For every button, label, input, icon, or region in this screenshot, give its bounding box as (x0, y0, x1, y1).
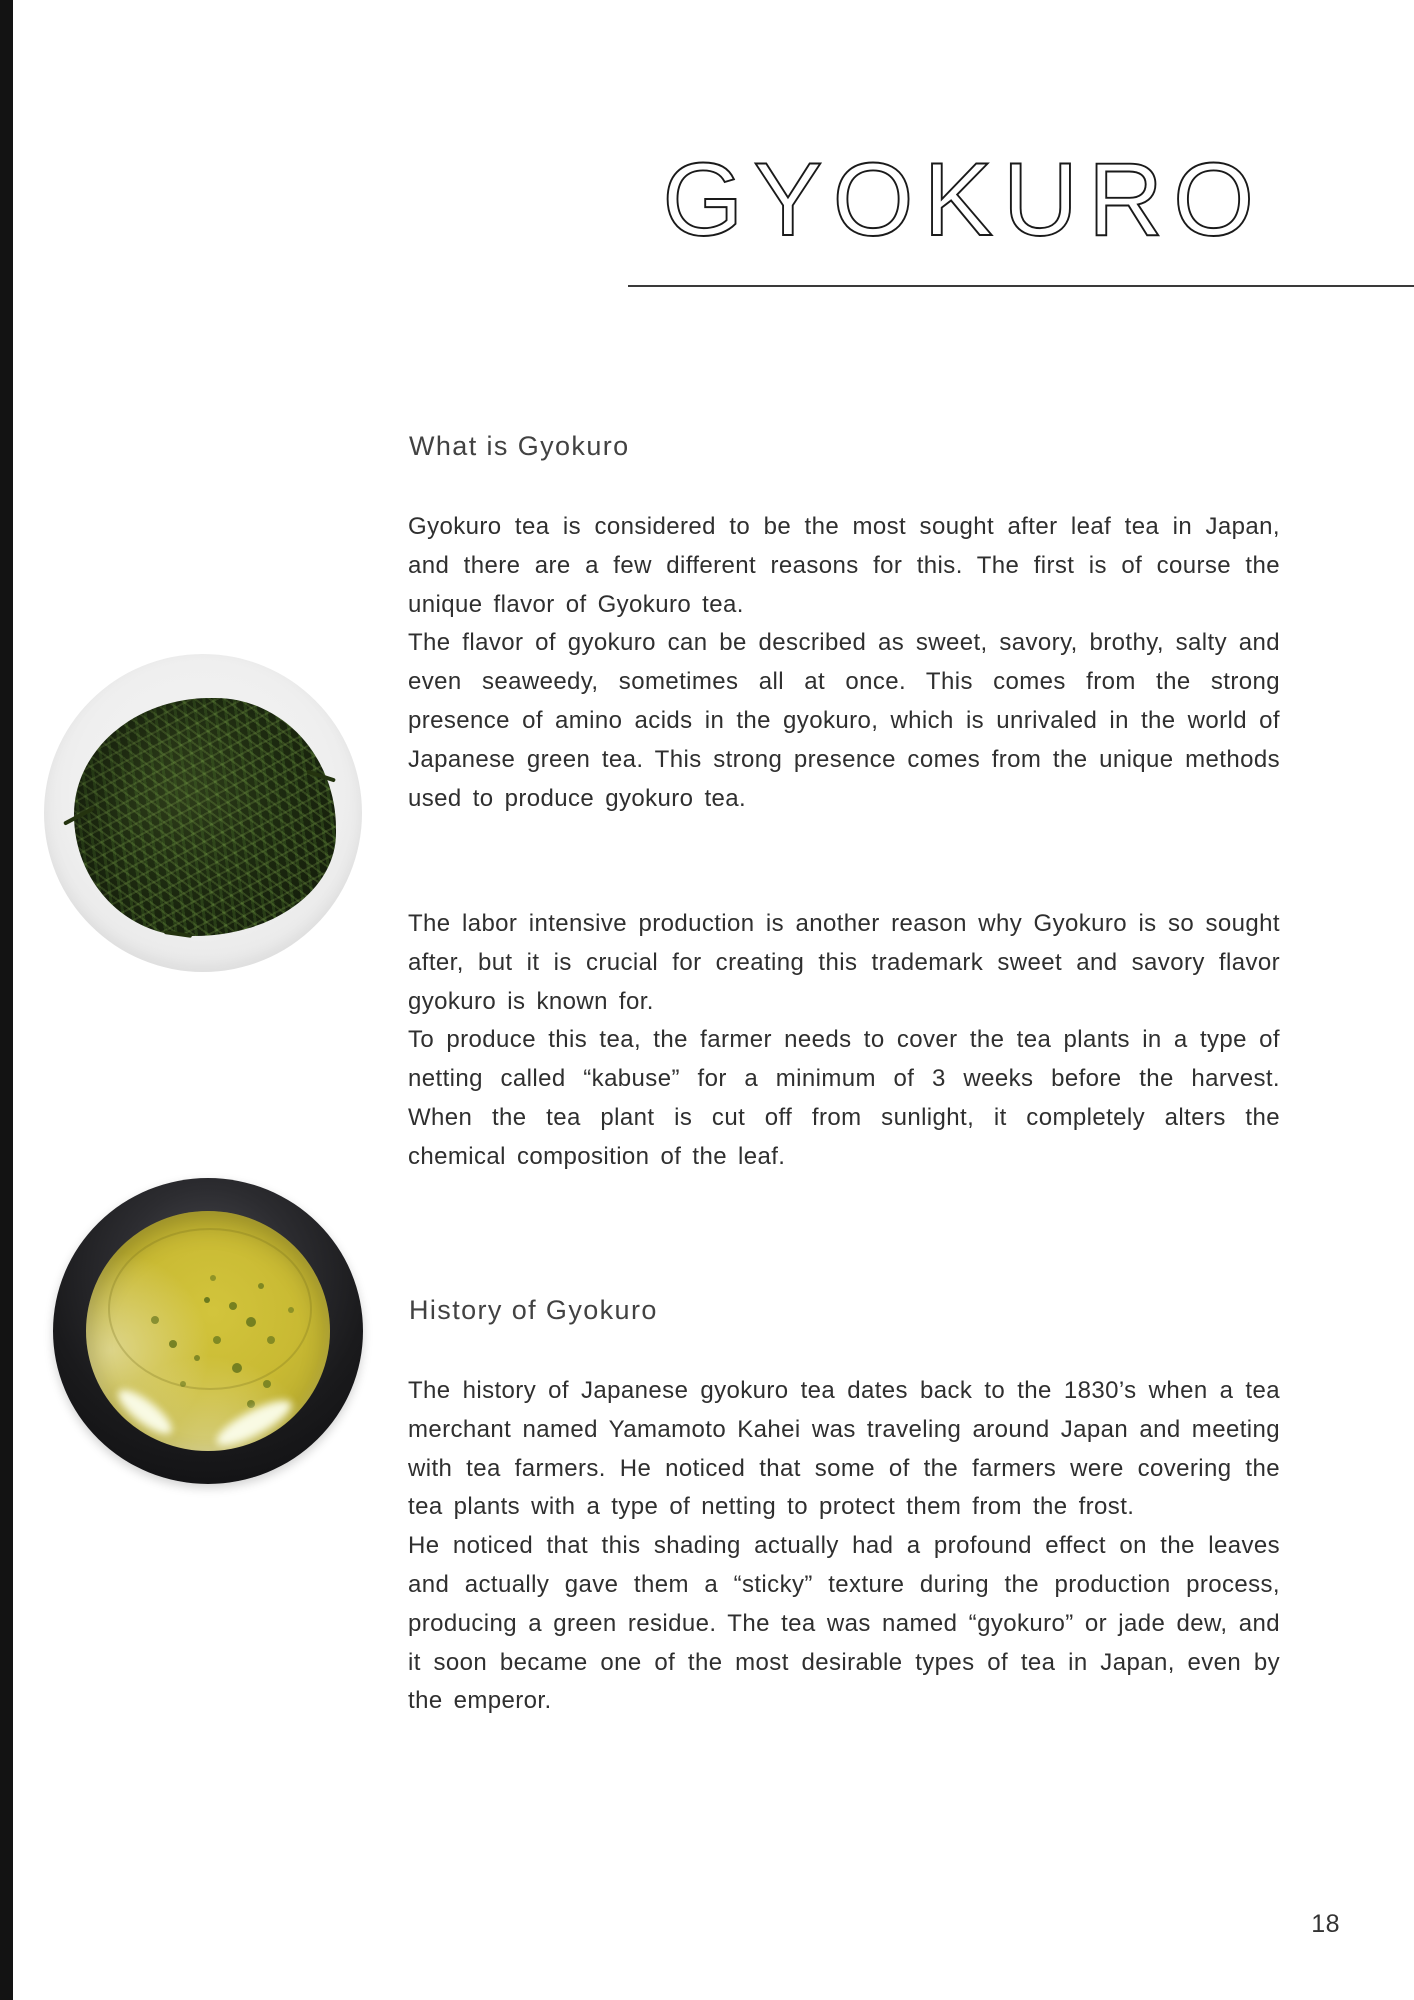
page-title: GYOKURO (662, 142, 1264, 258)
page-number: 18 (1311, 1910, 1340, 1938)
light-reflection (211, 1393, 296, 1451)
gyokuro-leaves-photo (44, 654, 362, 972)
loose-leaf-tea-pile (74, 698, 336, 936)
paragraph-segment: Gyokuro tea is considered to be the most sought after leaf tea in Japan, and there are a few different reasons for this. The first is of course the unique flavor of Gyokuro tea. (408, 513, 1280, 618)
paragraph-segment: The history of Japanese gyokuro tea dates back to the 1830’s when a tea merchant named Yamamoto Kahei was traveling around Japan and meeting with tea farmers. He noticed that some of the farmers were covering the tea plants with a type of netting to protect them from the frost. (408, 1377, 1280, 1521)
body-paragraph (408, 1372, 1280, 1721)
brewed-tea-photo (53, 1178, 363, 1484)
paragraph-segment: He noticed that this shading actually had a profound effect on the leaves and actually gave them a “sticky” texture during the production process, producing a green residue. The tea was named “gyokuro” or jade dew, and it soon became one of the most desirable types of tea in Japan, even by the emperor. (408, 1532, 1280, 1715)
body-paragraph (408, 508, 1280, 818)
white-plate (44, 654, 362, 972)
section-heading-history-of-gyokuro: History of Gyokuro (409, 1295, 658, 1325)
paragraph-segment: The flavor of gyokuro can be described as sweet, savory, brothy, salty and even seaweedy, sometimes all at once. This comes from the strong presence of amino acids in the gyokuro, which is unrivaled in the world of Japanese green tea. This strong presence comes from the unique methods used to produce gyokuro tea. (408, 629, 1280, 812)
black-tea-cup (53, 1178, 363, 1484)
page-edge-bar (0, 0, 13, 2000)
section-heading-what-is-gyokuro: What is Gyokuro (409, 431, 630, 461)
tea-particles (204, 1297, 210, 1303)
light-reflection (112, 1383, 178, 1441)
cup-inner-reflection (108, 1228, 312, 1390)
title-underline (628, 285, 1414, 287)
tea-liquid (86, 1211, 330, 1451)
paragraph-segment: To produce this tea, the farmer needs to cover the tea plants in a type of netting called “kabuse” for a minimum of 3 weeks before the harvest. When the tea plant is cut off from sunlight, it completely alters the chemical composition of the leaf. (408, 1026, 1280, 1170)
paragraph-segment: The labor intensive production is another reason why Gyokuro is so sought after, but it is crucial for creating this trademark sweet and savory flavor gyokuro is known for. (408, 910, 1280, 1015)
body-paragraph (408, 905, 1280, 1177)
